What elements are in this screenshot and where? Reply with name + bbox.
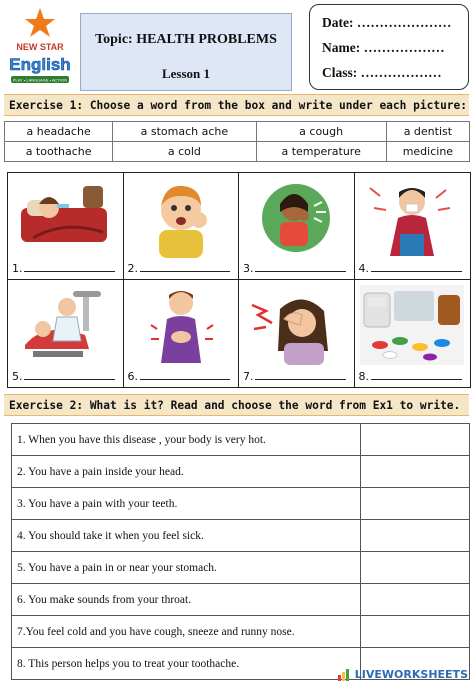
picture-cell — [8, 280, 124, 387]
topic-title: Topic: HEALTH PROBLEMS — [95, 32, 277, 47]
answer-cell-1[interactable] — [361, 424, 470, 456]
table-row — [12, 424, 470, 456]
sentence-text: 2. You have a pain inside your head. — [12, 456, 361, 488]
topic-box — [80, 13, 292, 91]
lesson-label: Lesson 1 — [161, 66, 211, 81]
picture-number: 6. — [127, 370, 138, 383]
answer-cell-5[interactable] — [361, 552, 470, 584]
date-field[interactable]: Date: ………………… — [322, 15, 452, 30]
answer-line-5[interactable] — [24, 379, 115, 380]
picture-cell — [239, 280, 355, 387]
word-cell: a cough — [256, 122, 386, 142]
answer-line-1[interactable] — [24, 271, 115, 272]
picture-number: 3. — [243, 262, 254, 275]
table-row — [12, 552, 470, 584]
liveworksheets-logo-icon — [338, 669, 352, 681]
name-field[interactable]: Name: ……………… — [322, 40, 445, 55]
man-with-stomach-ache-picture — [129, 285, 233, 365]
girl-coughing-picture — [244, 178, 348, 258]
picture-cell — [239, 173, 355, 280]
picture-number: 5. — [12, 370, 23, 383]
picture-number: 7. — [243, 370, 254, 383]
new-star-english-logo — [6, 6, 74, 90]
picture-cell — [355, 173, 471, 280]
picture-number: 4. — [358, 262, 369, 275]
woman-with-headache-picture — [244, 285, 348, 365]
logo-tagline: PLAY • LANGUAGE • ACTION — [12, 77, 68, 83]
student-info-box — [309, 4, 469, 90]
picture-cell — [124, 280, 240, 387]
sick-child-in-bed-picture — [13, 178, 117, 258]
answer-line-8[interactable] — [371, 379, 463, 380]
word-cell: a headache — [5, 122, 113, 142]
word-cell: a toothache — [5, 142, 113, 162]
table-row — [12, 456, 470, 488]
answer-line-6[interactable] — [140, 379, 231, 380]
answer-line-4[interactable] — [371, 271, 463, 272]
dentist-picture — [13, 285, 117, 365]
word-cell: a dentist — [386, 122, 469, 142]
table-row — [12, 616, 470, 648]
table-row — [12, 520, 470, 552]
logo-top-text: NEW STAR — [16, 42, 64, 52]
logo-main-text: English — [9, 55, 71, 74]
word-row — [5, 142, 470, 162]
word-cell: a temperature — [256, 142, 386, 162]
answer-cell-2[interactable] — [361, 456, 470, 488]
answer-cell-3[interactable] — [361, 488, 470, 520]
word-row — [5, 122, 470, 142]
table-row — [12, 584, 470, 616]
picture-number: 1. — [12, 262, 23, 275]
exercise-2-title: Exercise 2: What is it? Read and choose the word from Ex1 to write. — [4, 394, 469, 416]
watermark-text: LIVEWORKSHEETS — [354, 668, 468, 681]
picture-grid — [7, 172, 471, 388]
picture-number: 8. — [358, 370, 369, 383]
answer-line-2[interactable] — [140, 271, 231, 272]
man-with-cold-picture — [360, 178, 464, 258]
word-cell: a cold — [113, 142, 256, 162]
picture-cell — [124, 173, 240, 280]
class-field[interactable]: Class: ……………… — [322, 65, 442, 80]
table-row — [12, 488, 470, 520]
medicine-pills-picture — [360, 285, 464, 365]
sentence-text: 1. When you have this disease , your body is very hot. — [12, 424, 361, 456]
answer-line-7[interactable] — [255, 379, 346, 380]
sentence-text: 4. You should take it when you feel sick. — [12, 520, 361, 552]
sentence-text: 5. You have a pain in or near your stomach. — [12, 552, 361, 584]
sentence-text: 6. You make sounds from your throat. — [12, 584, 361, 616]
answer-cell-4[interactable] — [361, 520, 470, 552]
sentence-text: 3. You have a pain with your teeth. — [12, 488, 361, 520]
boy-with-toothache-picture — [129, 178, 233, 258]
word-box — [4, 121, 470, 162]
liveworksheets-watermark — [338, 668, 468, 681]
sentence-text: 8. This person helps you to treat your toothache. — [12, 648, 361, 680]
answer-cell-7[interactable] — [361, 616, 470, 648]
word-cell: medicine — [386, 142, 469, 162]
answer-cell-6[interactable] — [361, 584, 470, 616]
exercise-1-title: Exercise 1: Choose a word from the box and write under each picture: — [4, 94, 469, 116]
picture-number: 2. — [127, 262, 138, 275]
picture-cell — [8, 173, 124, 280]
picture-cell — [355, 280, 471, 387]
answer-line-3[interactable] — [255, 271, 346, 272]
word-cell: a stomach ache — [113, 122, 256, 142]
sentence-table — [11, 423, 470, 680]
sentence-text: 7.You feel cold and you have cough, sneeze and runny nose. — [12, 616, 361, 648]
